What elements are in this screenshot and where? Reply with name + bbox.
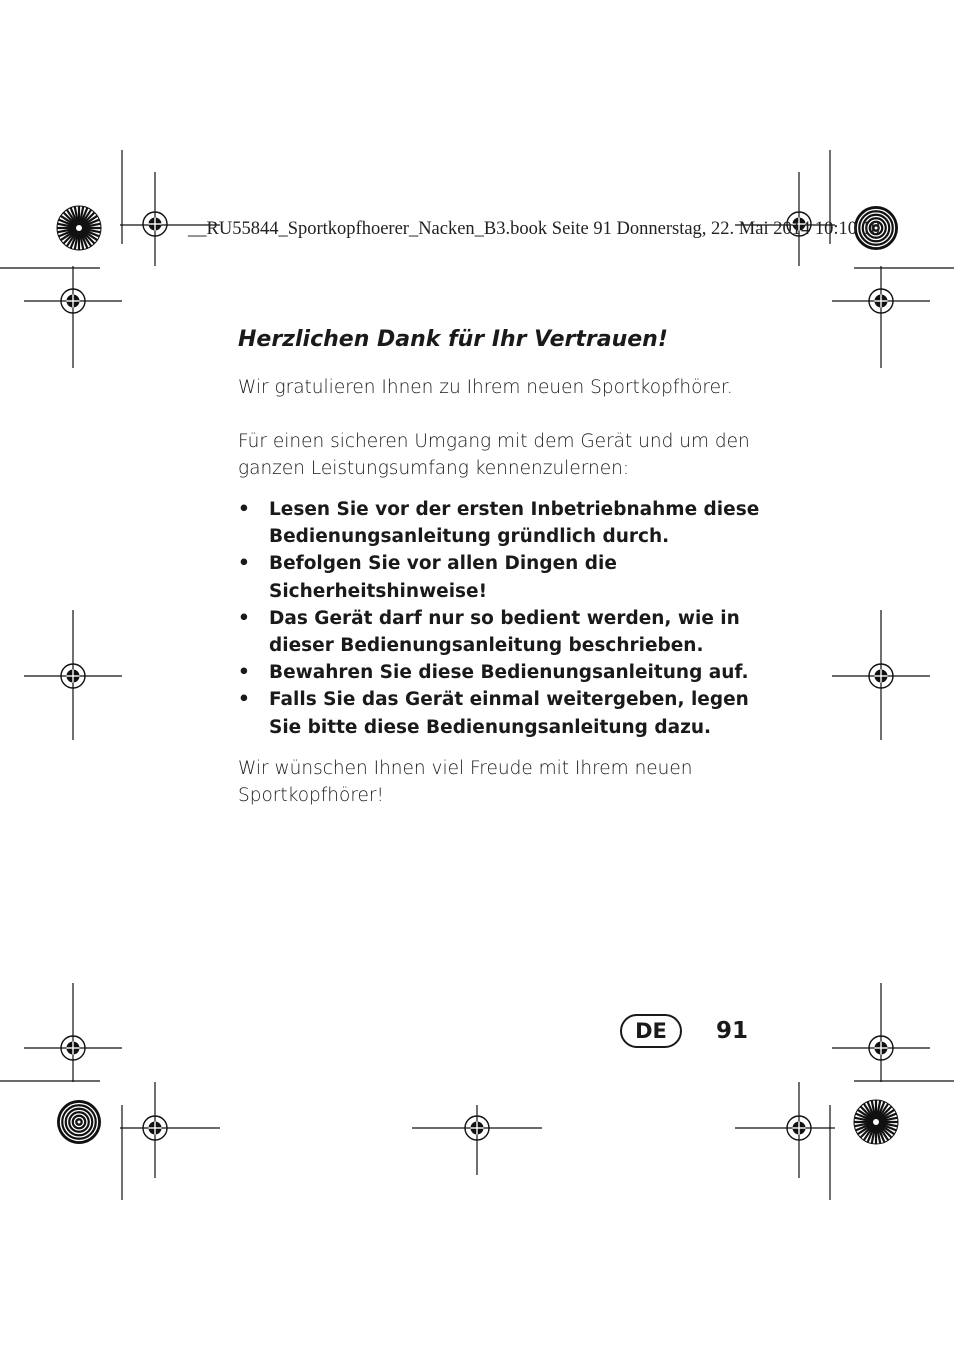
- page-title: Herzlichen Dank für Ihr Vertrauen!: [238, 327, 668, 352]
- intro-paragraph: Wir gratulieren Ihnen zu Ihrem neuen Sportkopfhörer.: [238, 377, 733, 398]
- instruction-list: [238, 496, 768, 741]
- list-item: • Bewahren Sie diese Bedienungsanleitung auf.: [238, 659, 768, 686]
- page-content: [238, 320, 768, 809]
- language-badge: DE: [620, 1014, 682, 1048]
- bullet-icon: •: [238, 607, 250, 629]
- lead-in-paragraph: Für einen sicheren Umgang mit dem Gerät und um den ganzen Leistungsumfang kennenzulernen:: [238, 431, 750, 479]
- list-item: • Das Gerät darf nur so bedient werden, wie in dieser Bedienungsanleitung beschrieben.: [238, 605, 768, 659]
- list-item: • Befolgen Sie vor allen Dingen die Sicherheitshinweise!: [238, 550, 768, 604]
- closing-paragraph: Wir wünschen Ihnen viel Freude mit Ihrem neuen Sportkopfhörer!: [238, 757, 693, 806]
- page-number: 91: [716, 1018, 749, 1044]
- bullet-icon: •: [238, 689, 250, 711]
- bullet-icon: •: [238, 499, 250, 520]
- list-item: • Falls Sie das Gerät einmal weitergeben, legen Sie bitte diese Bedienungsanleitung dazu.: [238, 686, 768, 740]
- page-footer: [620, 1012, 748, 1050]
- bullet-icon: •: [238, 553, 250, 575]
- bullet-icon: •: [238, 662, 250, 684]
- list-item: • Lesen Sie vor der ersten Inbetriebnahme diese Bedienungsanleitung gründlich durch.: [238, 496, 768, 550]
- print-slug-line: __RU55844_Sportkopfhoerer_Nacken_B3.book Seite 91 Donnerstag, 22. Mai 2014 10:10 10: [188, 219, 881, 239]
